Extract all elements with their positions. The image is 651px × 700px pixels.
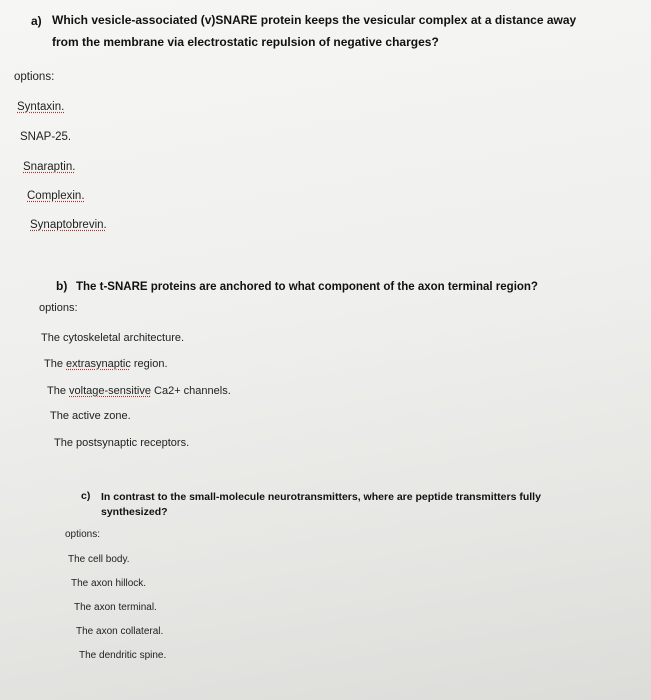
- question-c-option-2[interactable]: The axon hillock.: [71, 578, 147, 589]
- question-c-text: [101, 490, 541, 520]
- question-c-option-1[interactable]: The cell body.: [68, 554, 130, 565]
- question-a-line-1: Which vesicle-associated (v)SNARE protein keeps the vesicular complex at a distance away: [52, 13, 577, 27]
- question-a-options-label: options:: [14, 71, 55, 83]
- question-b-option-5[interactable]: [54, 437, 189, 449]
- question-a-option-3[interactable]: Snaraptin.: [23, 161, 76, 173]
- question-c-option-3[interactable]: The axon terminal.: [74, 602, 157, 613]
- question-b-option-3-pre: The: [47, 385, 70, 397]
- question-b-option-4-text: The active zone.: [50, 410, 131, 422]
- question-b-option-1[interactable]: [41, 332, 184, 344]
- question-c-line-2: synthesized?: [101, 506, 168, 518]
- question-b-option-3[interactable]: [47, 385, 231, 397]
- question-b-option-2-post: region.: [130, 358, 168, 370]
- question-a-option-5[interactable]: Synaptobrevin.: [30, 219, 107, 231]
- question-a-option-2[interactable]: SNAP-25.: [20, 131, 72, 143]
- question-c-option-5[interactable]: The dendritic spine.: [79, 650, 167, 661]
- question-c-label: c): [81, 490, 91, 502]
- question-a-option-1[interactable]: Syntaxin.: [17, 101, 65, 113]
- question-b-option-3-post: Ca2+ channels.: [150, 385, 231, 397]
- question-c-option-4[interactable]: The axon collateral.: [76, 626, 164, 637]
- question-c-options-label: options:: [65, 529, 101, 540]
- question-b-option-2-mark: extrasynaptic: [66, 358, 131, 370]
- question-a-line-2: from the membrane via electrostatic repulsion of negative charges?: [52, 35, 439, 49]
- question-b-label: b): [56, 279, 68, 293]
- question-a-option-4[interactable]: Complexin.: [27, 190, 85, 202]
- question-c-line-1: In contrast to the small-molecule neurotransmitters, where are peptide transmitters fully: [101, 491, 541, 503]
- question-b-option-2-pre: The: [44, 358, 67, 370]
- question-a-label: a): [31, 14, 42, 28]
- question-b-option-2[interactable]: [44, 358, 168, 370]
- question-a-text: [52, 10, 576, 52]
- question-b-options-label: options:: [39, 302, 78, 314]
- question-b-option-1-text: The cytoskeletal architecture.: [41, 332, 185, 344]
- question-b-option-3-mark: voltage-sensitive: [69, 385, 151, 397]
- question-b-text: The t-SNARE proteins are anchored to what component of the axon terminal region?: [76, 281, 538, 293]
- question-b-option-4[interactable]: [50, 410, 131, 422]
- question-b-option-5-text: The postsynaptic receptors.: [54, 437, 190, 449]
